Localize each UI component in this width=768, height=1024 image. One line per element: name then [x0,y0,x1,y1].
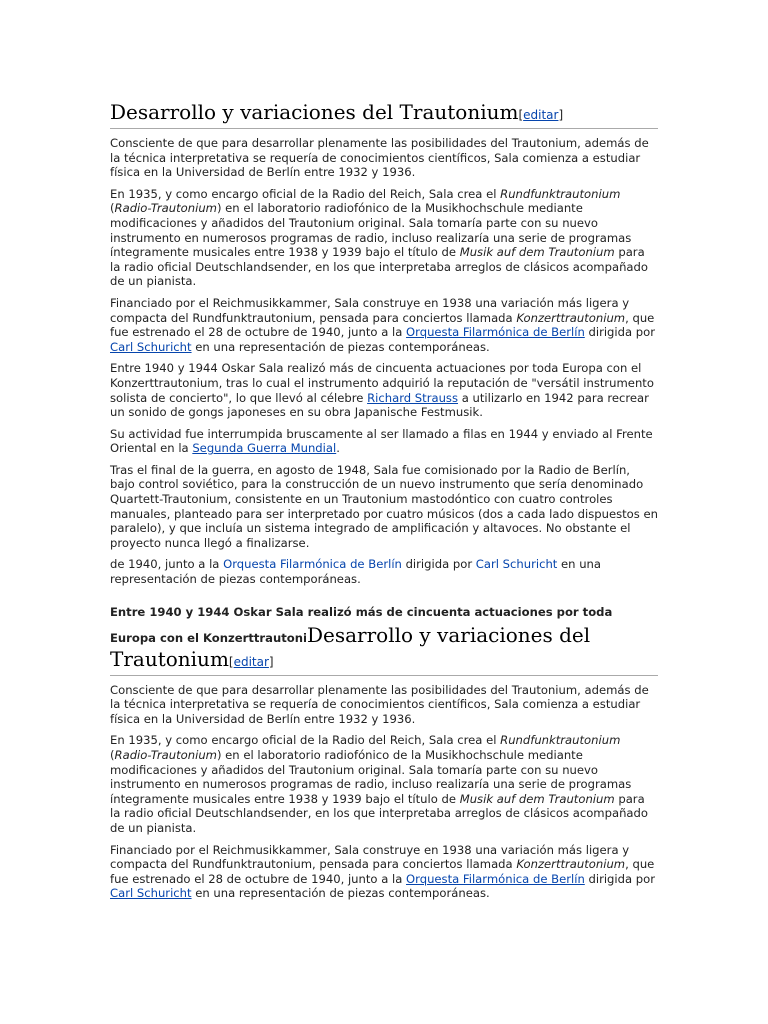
link-orquesta-filarmonica[interactable]: Orquesta Filarmónica de Berlín [406,325,585,340]
link-carl-schuricht-2[interactable]: Carl Schuricht [110,886,192,901]
text: para la radio oficial Deutschlandsender, en los que interpretaba arreglos de clásicos acompañado de un pianista. [110,791,648,835]
article [110,100,658,901]
italic-text: Rundfunktrautonium [500,186,621,201]
paragraph-3 [110,296,658,354]
text: dirigida por [584,325,655,340]
italic-text: Rundfunktrautonium [500,733,621,748]
text: Financiado por el Reichmusikkammer, Sala construye en 1938 una variación más ligera y compacta del Rundfunktrautonium, pensada para conciertos llamada [110,842,630,872]
italic-text: Musik auf dem Trautonium [459,791,615,806]
section-heading [110,100,658,129]
paragraph-s2-3 [110,843,658,901]
inline-heading: Desarrollo y variaciones del [306,622,591,647]
text: , que fue estrenado el 28 de octubre de 1940, junto a la [110,310,655,340]
text: para la radio oficial Deutschlandsender, en los que interpretaba arreglos de clásicos acompañado de un pianista. [110,245,648,289]
paragraph-7 [110,557,658,586]
text: ) en el laboratorio radiofónico de la Musikhochschule mediante modificaciones y añadidos del Trautonium original. Sala tomaría parte con su nuevo instrumento en numerosos programas de radio, incluso realizaría una serie de programas íntegramente musicales entre 1938 y 1939 bajo el título de [110,201,632,260]
section-title: Desarrollo y variaciones del Trautonium [110,100,519,124]
link-richard-strauss[interactable]: Richard Strauss [367,390,459,405]
section-heading-2 [110,647,658,676]
text: dirigida por [584,871,655,886]
link-carl-schuricht[interactable]: Carl Schuricht [110,339,192,354]
text: . [336,441,340,456]
bold-text: Entre 1940 y 1944 Oskar Sala realizó más de cincuenta actuaciones por toda Europa con el Konzerttrautoni [110,604,613,645]
paragraph-2 [110,187,658,289]
text: ( [110,748,115,762]
edit-bracket-open: [ [228,654,234,669]
link-orquesta-filarmonica-2[interactable]: Orquesta Filarmónica de Berlín [406,871,585,886]
text: de 1940, junto a la [110,557,224,572]
text: en una representación de piezas contemporáneas. [191,886,490,901]
italic-text: Konzerttrautonium [516,857,626,872]
text: ) en el laboratorio radiofónico de la Musikhochschule mediante modificaciones y añadidos del Trautonium original. Sala tomaría parte con su nuevo instrumento en numerosos programas de radio, incluso realizaría una serie de programas íntegramente musicales entre 1938 y 1939 bajo el título de [110,748,632,806]
paragraph-s2-2 [110,733,658,835]
italic-text: Musik auf dem Trautonium [459,245,615,260]
text: Entre 1940 y 1944 Oskar Sala realizó más de cincuenta actuaciones por toda Europa con el Konzerttrautonium, tras lo cual el instrumento adquirió la reputación de "versátil instrumento solista de concierto", lo que llevó al célebre [110,361,654,405]
edit-link[interactable]: editar [523,108,559,122]
paragraph-4 [110,361,658,419]
italic-text: Radio-Trautonium [114,748,217,762]
text: en una representación de piezas contemporáneas. [191,339,490,354]
edit-bracket-open: [ [518,108,524,122]
section-title-2: Trautonium [110,646,229,671]
link-orquesta-filarmonica[interactable]: Orquesta Filarmónica de Berlín [223,557,402,572]
italic-text: Radio-Trautonium [114,201,217,216]
text: , que fue estrenado el 28 de octubre de 1940, junto a la [110,857,655,886]
italic-text: Konzerttrautonium [516,310,626,325]
edit-bracket-close: ] [558,108,564,122]
text: En 1935, y como encargo oficial de la Radio del Reich, Sala crea el [110,733,501,748]
edit-section-2 [229,655,274,669]
text: En 1935, y como encargo oficial de la Radio del Reich, Sala crea el [110,186,501,201]
text: a utilizarlo en 1942 para recrear un sonido de gongs japoneses en su obra Japanische Festmusik. [110,390,649,420]
text: dirigida por [401,557,476,572]
paragraph-s2-1: Consciente de que para desarrollar plenamente las posibilidades del Trautonium, además de la técnica interpretativa se requería de conocimientos científicos, Sala comienza a estudiar física en la Universidad de Berlín entre 1932 y 1936. [110,682,649,726]
text: Financiado por el Reichmusikkammer, Sala construye en 1938 una variación más ligera y compacta del Rundfunktrautonium, pensada para conciertos llamada [110,295,630,325]
paragraph-5 [110,427,658,456]
edit-section [518,108,563,122]
paragraph-1: Consciente de que para desarrollar plenamente las posibilidades del Trautonium, además de la técnica interpretativa se requería de conocimientos científicos, Sala comienza a estudiar física en la Universidad de Berlín entre 1932 y 1936. [110,136,649,180]
edit-bracket-close: ] [268,654,274,669]
link-segunda-guerra-mundial[interactable]: Segunda Guerra Mundial [192,441,337,456]
bold-fragment [110,601,658,649]
link-carl-schuricht[interactable]: Carl Schuricht [475,557,558,572]
edit-link-2[interactable]: editar [233,654,269,669]
paragraph-6: Tras el final de la guerra, en agosto de 1948, Sala fue comisionado por la Radio de Berlín, bajo control soviético, para la construcción de un nuevo instrumento que sería denominado Quartett-Trautonium, consistente en un Trautonium mastodóntico con cuatro controles manuales, planteado para ser interpretado por cuatro músicos (dos a cada lado dispuestos en paralelo), y que incluía un sistema integrado de amplificación y altavoces. No obstante el proyecto nunca llegó a finalizarse. [110,462,658,550]
text: ( [110,201,115,216]
text: Su actividad fue interrumpida bruscamente al ser llamado a filas en 1944 y enviado al Frente Oriental en la [110,426,653,456]
text: en una representación de piezas contemporáneas. [110,557,601,587]
